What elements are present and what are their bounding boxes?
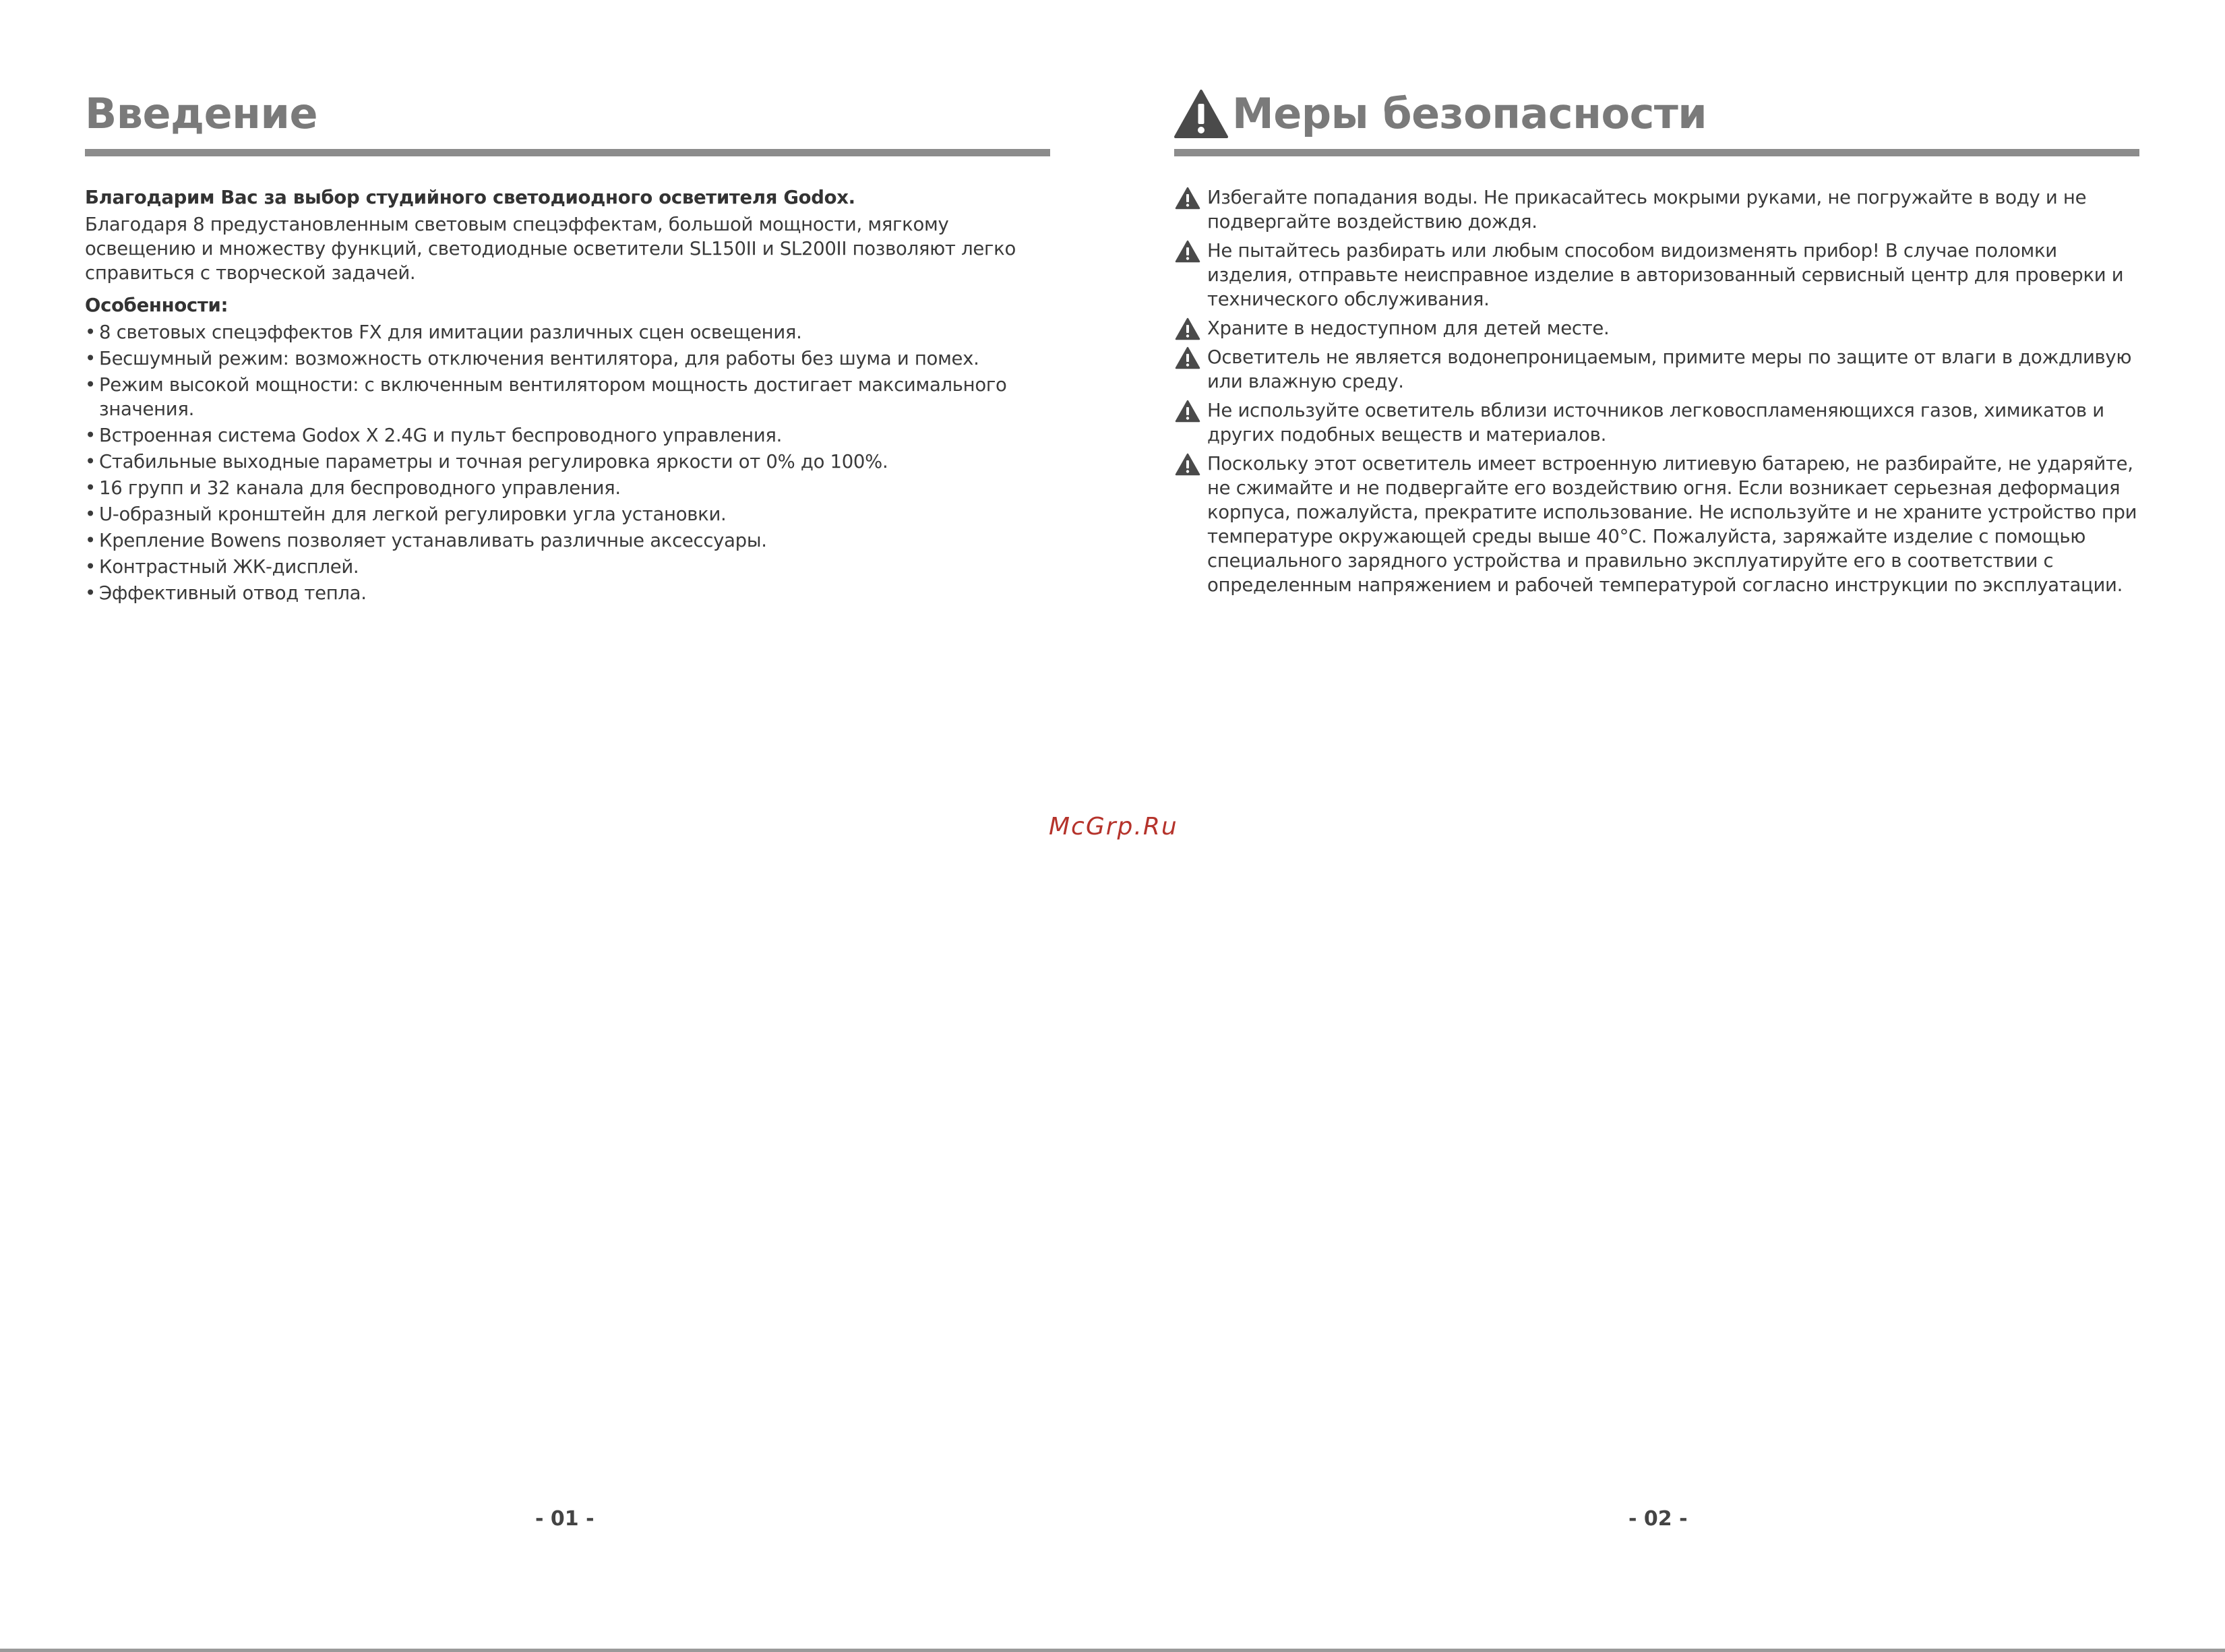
features-list	[85, 320, 1050, 605]
features-title: Особенности:	[85, 295, 228, 316]
warning-item	[1174, 185, 2139, 234]
feature-item: • 16 групп и 32 канала для беспроводного управления.	[85, 476, 1050, 500]
warning-item	[1174, 316, 2139, 340]
warning-icon	[1174, 89, 1228, 139]
warning-item	[1174, 452, 2139, 597]
warning-text: Осветитель не является водонепроницаемым, примите меры по защите от влаги в дождливую или влажную среду.	[1207, 346, 2132, 392]
feature-item: • Крепление Bowens позволяет устанавливать различные аксессуары.	[85, 528, 1050, 553]
intro-content	[85, 185, 1050, 607]
warning-icon	[1175, 453, 1200, 476]
warning-icon	[1175, 317, 1200, 340]
feature-item: • U-образный кронштейн для легкой регулировки угла установки.	[85, 502, 1050, 526]
warning-text: Избегайте попадания воды. Не прикасайтесь мокрыми руками, не погружайте в воду и не подвергайте воздействию дождя.	[1207, 187, 2087, 233]
warning-item	[1174, 239, 2139, 311]
warnings-list	[1174, 185, 2139, 597]
warning-item	[1174, 398, 2139, 447]
feature-item: • Встроенная система Godox X 2.4G и пульт беспроводного управления.	[85, 423, 1050, 448]
feature-item: • Режим высокой мощности: с включенным вентилятором мощность достигает максимального значения.	[85, 373, 1050, 421]
feature-item: • Эффективный отвод тепла.	[85, 581, 1050, 605]
page-title: Меры безопасности	[1232, 89, 1707, 138]
warning-icon	[1175, 400, 1200, 423]
warning-text: Поскольку этот осветитель имеет встроенную литиевую батарею, не разбирайте, не ударяйте, не сжимайте и не подвергайте его воздействию огня. Если возникает серьезная деформация корпуса, пожалуйста, прекратите использование. Не используйте и не храните устройство при температуре окружающей среды выше 40°C. Пожалуйста, заряжайте изделие с помощью специального зарядного устройства и правильно эксплуатируйте его в соответствии с определенным напряжением и рабочей температурой согласно инструкции по эксплуатации.	[1207, 453, 2137, 596]
safety-heading	[1174, 84, 1707, 144]
bottom-divider	[0, 1649, 2225, 1652]
warning-text: Не используйте осветитель вблизи источников легковоспламеняющихся газов, химикатов и других подобных веществ и материалов.	[1207, 400, 2104, 446]
warning-text: Храните в недоступном для детей месте.	[1207, 317, 1610, 339]
page-number: - 02 -	[1628, 1507, 1688, 1531]
warning-item	[1174, 345, 2139, 394]
safety-content	[1174, 185, 2139, 602]
feature-item: • Контрастный ЖК-дисплей.	[85, 555, 1050, 579]
page-title: Введение	[85, 89, 317, 138]
page-introduction	[85, 0, 1050, 1652]
intro-paragraph: Благодаря 8 предустановленным световым спецэффектам, большой мощности, мягкому освещению и множеству функций, светодиодные осветители SL150II и SL200II позволяют легко справиться с творческой задачей.	[85, 214, 1016, 284]
feature-item: • Бесшумный режим: возможность отключения вентилятора, для работы без шума и помех.	[85, 346, 1050, 371]
warning-icon	[1175, 240, 1200, 263]
warning-icon	[1175, 187, 1200, 210]
warning-text: Не пытайтесь разбирать или любым способом видоизменять прибор! В случае поломки изделия, отправьте неисправное изделие в авторизованный сервисный центр для проверки и технического обслуживания.	[1207, 240, 2124, 310]
feature-item: • Стабильные выходные параметры и точная регулировка яркости от 0% до 100%.	[85, 450, 1050, 474]
heading-rule	[1174, 149, 2139, 156]
feature-item: • 8 световых спецэффектов FX для имитации различных сцен освещения.	[85, 320, 1050, 344]
watermark-link[interactable]: McGrp.Ru	[1049, 813, 1178, 840]
lead-text: Благодарим Вас за выбор студийного светодиодного осветителя Godox.	[85, 187, 855, 208]
page-safety	[1174, 0, 2139, 1652]
page-number: - 01 -	[535, 1507, 595, 1531]
heading-rule	[85, 149, 1050, 156]
warning-icon	[1175, 346, 1200, 369]
